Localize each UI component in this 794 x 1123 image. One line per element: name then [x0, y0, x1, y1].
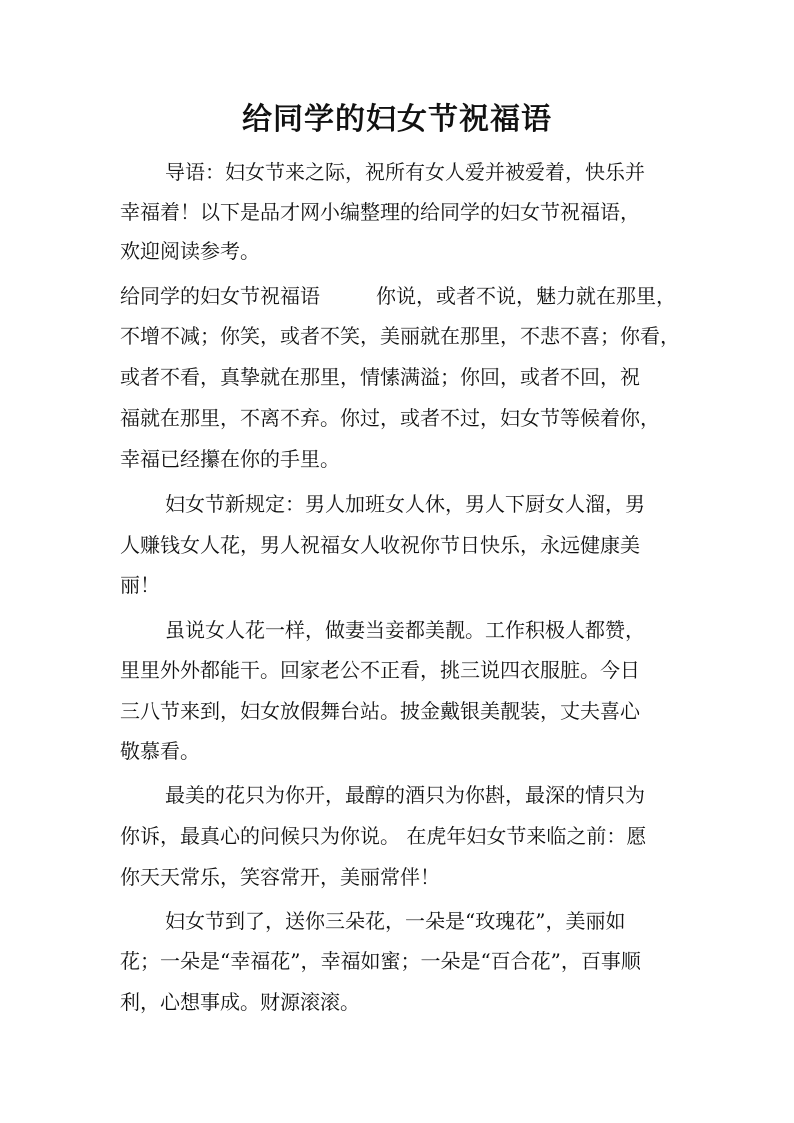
paragraph3-line-3: 三八节来到，妇女放假舞台站。披金戴银美靓装，丈夫喜心 — [120, 699, 640, 723]
paragraph1-line-5: 幸福已经攥在你的手里。 — [120, 447, 340, 471]
intro-line-1: 导语：妇女节来之际，祝所有女人爱并被爱着，快乐并 — [165, 160, 645, 184]
paragraph5-line-3: 利，心想事成。财源滚滚。 — [120, 990, 360, 1014]
paragraph2-line-1: 妇女节新规定：男人加班女人休，男人下厨女人溜，男 — [165, 492, 645, 516]
paragraph2-line-3: 丽！ — [120, 573, 160, 597]
section-heading: 给同学的妇女节祝福语 — [120, 284, 320, 308]
paragraph1-line-4: 福就在那里，不离不弃。你过，或者不过，妇女节等候着你， — [120, 406, 660, 430]
page-title: 给同学的妇女节祝福语 — [242, 102, 552, 137]
paragraph5-line-2: 花；一朵是“幸福花”，幸福如蜜；一朵是“百合花”，百事顺 — [120, 949, 641, 973]
paragraph4-line-1: 最美的花只为你开，最醇的酒只为你斟，最深的情只为 — [165, 783, 645, 807]
section-heading-row — [120, 281, 676, 311]
paragraph3-line-2: 里里外外都能干。回家老公不正看，挑三说四衣服脏。今日 — [120, 658, 640, 682]
paragraph5-line-1: 妇女节到了，送你三朵花，一朵是“玫瑰花”，美丽如 — [165, 909, 626, 933]
paragraph1-line-3: 或者不看，真挚就在那里，情愫满溢；你回，或者不回，祝 — [120, 365, 640, 389]
paragraph3-line-1: 虽说女人花一样，做妻当妾都美靓。工作积极人都赞， — [165, 618, 645, 642]
intro-line-2: 幸福着！以下是品才网小编整理的给同学的妇女节祝福语， — [120, 200, 640, 224]
paragraph4-line-2: 你诉，最真心的问候只为你说。 在虎年妇女节来临之前：愿 — [120, 824, 647, 848]
paragraph1-line-1: 你说，或者不说，魅力就在那里， — [376, 284, 676, 308]
paragraph2-line-2: 人赚钱女人花，男人祝福女人收祝你节日快乐，永远健康美 — [120, 533, 640, 557]
paragraph4-line-3: 你天天常乐，笑容常开，美丽常伴！ — [120, 865, 440, 889]
intro-line-3: 欢迎阅读参考。 — [120, 239, 260, 263]
paragraph3-line-4: 敬慕看。 — [120, 739, 200, 763]
paragraph1-line-2: 不增不减；你笑，或者不笑，美丽就在那里，不悲不喜；你看， — [120, 324, 680, 348]
